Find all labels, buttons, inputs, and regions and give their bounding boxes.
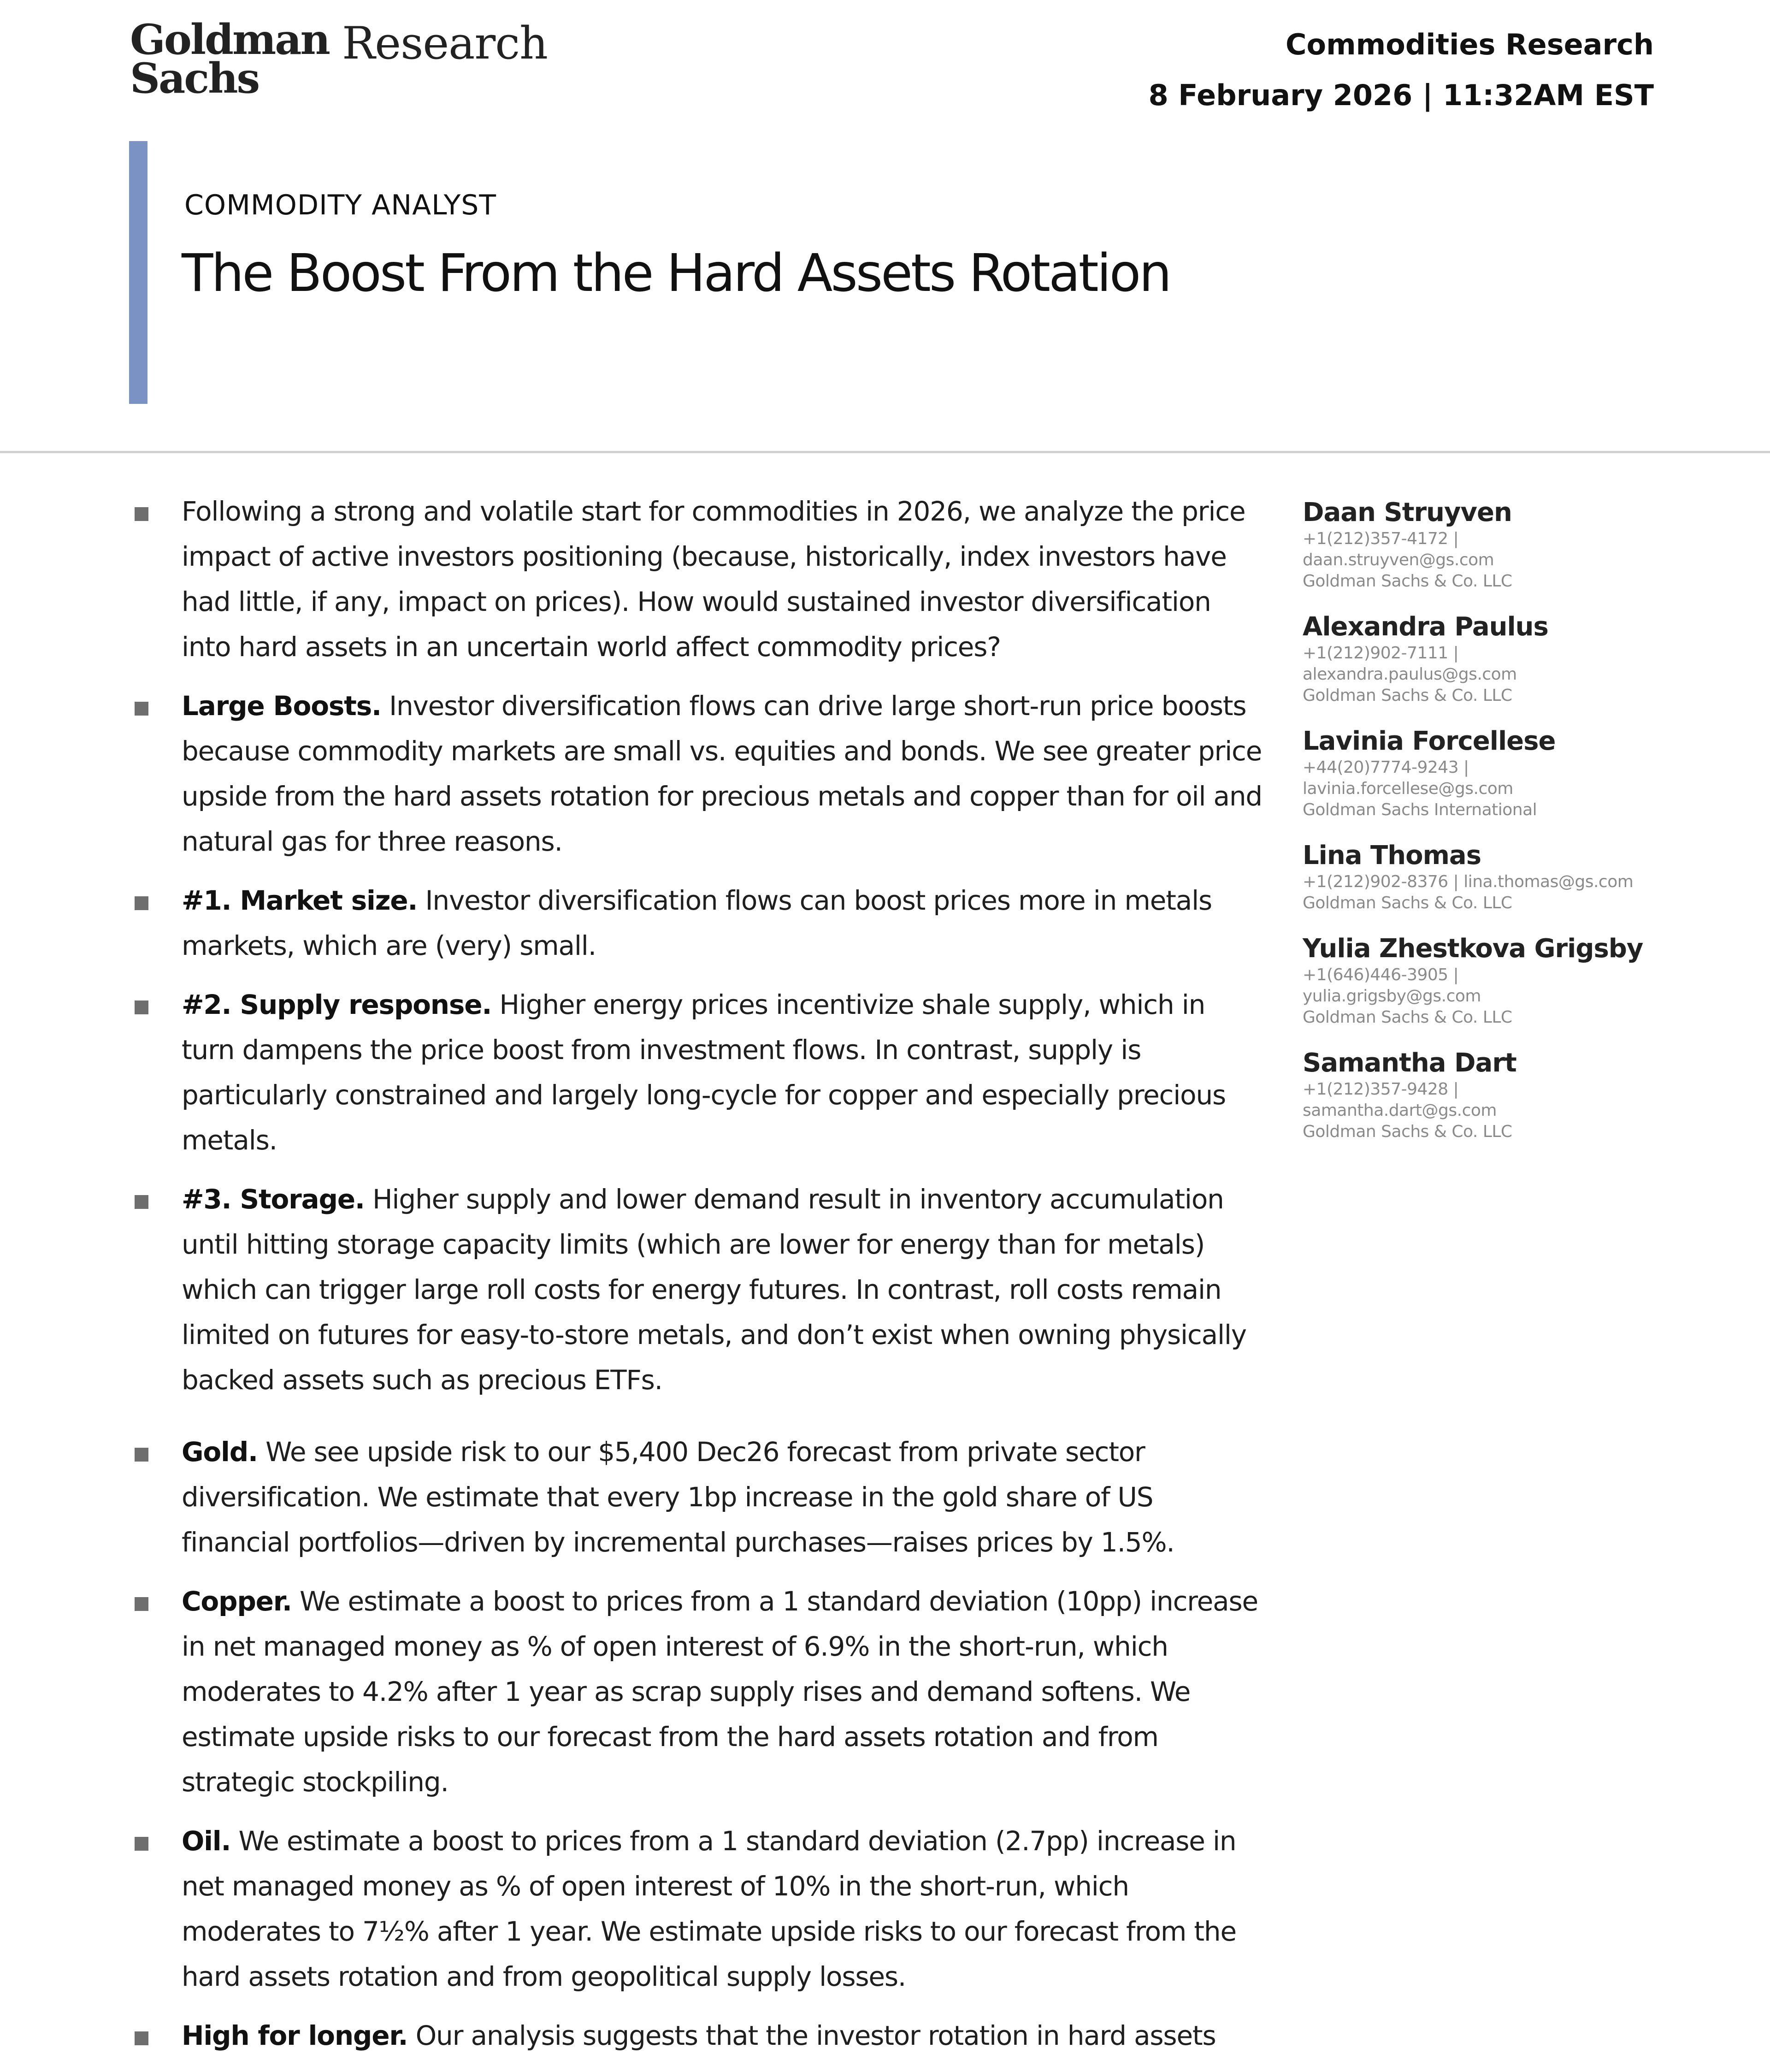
author-entity: Goldman Sachs & Co. LLC xyxy=(1303,686,1512,705)
author-email[interactable]: lavinia.forcellese@gs.com xyxy=(1303,779,1513,798)
bullet-lead: #3. Storage. xyxy=(182,1184,365,1215)
author-entry xyxy=(1303,1048,1764,1143)
report-title: The Boost From the Hard Assets Rotation xyxy=(182,243,1170,303)
bullet-item xyxy=(130,1579,1264,1805)
header-divider xyxy=(0,451,1770,453)
bullet-lead: #1. Market size. xyxy=(182,885,418,916)
author-name: Daan Struyven xyxy=(1303,497,1512,527)
author-name: Alexandra Paulus xyxy=(1303,612,1548,642)
bullet-text: Higher supply and lower demand result in inventory accumulation until hitting storage capacity limits (which are lower for energy than for metals) which can trigger large roll costs for energy futures. In contrast, roll costs remain limited on futures for easy-to-store metals, and don’t exist when owning physically backed assets such as precious ETFs. xyxy=(182,1184,1246,1396)
logo-line-2: Sachs xyxy=(130,54,259,103)
department-label: Commodities Research xyxy=(1285,28,1654,61)
square-bullet-icon xyxy=(135,1837,148,1851)
bullet-lead: #2. Supply response. xyxy=(182,989,492,1020)
bullet-text: We estimate a boost to prices from a 1 standard deviation (2.7pp) increase in net managed money as % of open interest of 10% in the short-run, which moderates to 7½% after 1 year. We estimate upside risks to our forecast from the hard assets rotation and from geopolitical supply losses. xyxy=(182,1825,1236,1992)
bullet-item xyxy=(130,878,1264,968)
bullet-text: Investor diversification flows can boost prices more in metals markets, which are (very) small. xyxy=(182,885,1212,961)
author-email[interactable]: yulia.grigsby@gs.com xyxy=(1303,987,1481,1006)
author-phone: +1(646)446-3905 | xyxy=(1303,965,1459,984)
title-accent-bar xyxy=(129,141,148,404)
author-phone: +44(20)7774-9243 | xyxy=(1303,758,1469,777)
bullet-item xyxy=(130,1429,1264,1565)
author-email[interactable]: alexandra.paulus@gs.com xyxy=(1303,665,1517,684)
author-phone: +1(212)357-9428 | xyxy=(1303,1080,1459,1099)
square-bullet-icon xyxy=(135,1000,148,1014)
logo-line-1: Goldman xyxy=(130,15,329,64)
author-email[interactable]: samantha.dart@gs.com xyxy=(1303,1101,1497,1120)
square-bullet-icon xyxy=(135,507,148,521)
square-bullet-icon xyxy=(135,2031,148,2045)
bullet-lead: Gold. xyxy=(182,1436,258,1468)
research-label: Research xyxy=(342,18,548,69)
bullet-text: Higher energy prices incentivize shale supply, which in turn dampens the price boost from investment flows. In contrast, supply is particularly constrained and largely long-cycle for copper and especially precious metals. xyxy=(182,989,1226,1156)
author-entity: Goldman Sachs International xyxy=(1303,800,1537,819)
square-bullet-icon xyxy=(135,1195,148,1209)
bullet-lead: Large Boosts. xyxy=(182,690,381,722)
square-bullet-icon xyxy=(135,1597,148,1611)
bullet-lead: Oil. xyxy=(182,1825,231,1857)
bullet-text: Our analysis suggests that the investor rotation in hard assets xyxy=(407,2020,1216,2051)
author-entry xyxy=(1303,840,1764,914)
author-name: Samantha Dart xyxy=(1303,1048,1516,1078)
author-entity: Goldman Sachs & Co. LLC xyxy=(1303,572,1512,591)
author-name: Yulia Zhestkova Grigsby xyxy=(1303,934,1643,964)
author-name: Lina Thomas xyxy=(1303,841,1481,870)
author-entry xyxy=(1303,933,1764,1028)
bullet-lead: Copper. xyxy=(182,1586,292,1617)
report-meta xyxy=(1149,19,1654,121)
square-bullet-icon xyxy=(135,1448,148,1462)
bullet-item xyxy=(130,489,1264,669)
author-email[interactable]: daan.struyven@gs.com xyxy=(1303,551,1494,569)
key-points-list xyxy=(130,489,1264,2072)
author-name: Lavinia Forcellese xyxy=(1303,726,1556,756)
bullet-item xyxy=(130,2013,1264,2058)
bullet-text: We see upside risk to our $5,400 Dec26 forecast from private sector diversification. We estimate that every 1bp increase in the gold share of US financial portfolios—driven by incremental purchases—raises prices by 1.5%. xyxy=(182,1436,1174,1558)
bullet-item xyxy=(130,982,1264,1163)
square-bullet-icon xyxy=(135,896,148,910)
goldman-sachs-logo xyxy=(130,15,329,103)
author-phone: +1(212)357-4172 | xyxy=(1303,529,1459,548)
author-entry xyxy=(1303,611,1764,706)
author-phone: +1(212)902-7111 | xyxy=(1303,644,1459,663)
bullet-text: We estimate a boost to prices from a 1 standard deviation (10pp) increase in net managed money as % of open interest of 6.9% in the short-run, which moderates to 4.2% after 1 year as scrap supply rises and demand softens. We estimate upside risks to our forecast from the hard assets rotation and from strategic stockpiling. xyxy=(182,1586,1258,1798)
author-entity: Goldman Sachs & Co. LLC xyxy=(1303,894,1512,912)
author-entity: Goldman Sachs & Co. LLC xyxy=(1303,1008,1512,1027)
authors-sidebar xyxy=(1303,497,1764,1162)
bullet-lead: High for longer. xyxy=(182,2020,408,2051)
author-contact[interactable]: +1(212)902-8376 | lina.thomas@gs.com xyxy=(1303,872,1634,891)
author-entry xyxy=(1303,497,1764,592)
bullet-text: Investor diversification flows can drive large short-run price boosts because commodity markets are small vs. equities and bonds. We see greater price upside from the hard assets rotation for precious metals and copper than for oil and natural gas for three reasons. xyxy=(182,690,1263,857)
author-entity: Goldman Sachs & Co. LLC xyxy=(1303,1122,1512,1141)
square-bullet-icon xyxy=(135,702,148,716)
publish-date: 8 February 2026 | 11:32AM EST xyxy=(1148,78,1654,112)
bullet-item xyxy=(130,683,1264,864)
author-entry xyxy=(1303,726,1764,821)
bullet-item xyxy=(130,1177,1264,1403)
section-label: COMMODITY ANALYST xyxy=(184,189,496,221)
bullet-item xyxy=(130,1818,1264,1999)
bullet-text: Following a strong and volatile start for commodities in 2026, we analyze the price impact of active investors positioning (because, historically, index investors have had little, if any, impact on prices). How would sustained investor diversification into hard assets in an uncertain world affect commodity prices? xyxy=(182,496,1245,663)
